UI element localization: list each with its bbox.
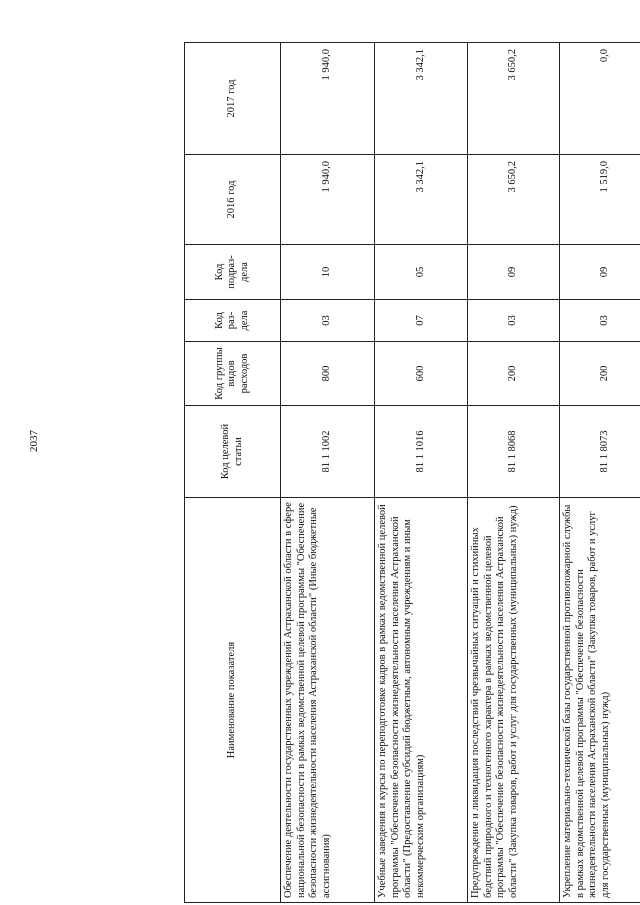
row-target-code: 81 1 8073 (560, 406, 640, 498)
row-expense-group-code: 600 (375, 342, 468, 406)
header-section-code: Код раз-дела (185, 300, 281, 342)
row-section-code: 03 (468, 300, 560, 342)
row-target-code: 81 1 1002 (281, 406, 375, 498)
table-row (375, 43, 468, 903)
header-year-2017: 2017 год (185, 43, 281, 155)
row-year-2017: 1 940,0 (281, 43, 375, 155)
row-name: Обеспечение деятельности государственных учреждений Астраханской области в сфере национальной безопасности в рамках ведомственной целевой программы "Обеспечение безопасности жизнедеятельности населения Астраханской области" (Иные бюджетные ассигнования) (281, 498, 375, 903)
row-year-2016: 3 342,1 (375, 155, 468, 245)
row-expense-group-code: 200 (560, 342, 640, 406)
header-subsection-code: Код подраз-дела (185, 245, 281, 300)
table-row (560, 43, 640, 903)
table-header-row (185, 43, 281, 903)
row-subsection-code: 05 (375, 245, 468, 300)
row-name: Укрепление материально-технической базы государственной противопожарной службы в рамках ведомственной целевой программы "Обеспечение безопасности жизнедеятельности населения Астраханской области" (Закупка товаров, работ и услуг для государственных (муниципальных) нужд) (560, 498, 640, 903)
row-year-2017: 3 650,2 (468, 43, 560, 155)
row-section-code: 07 (375, 300, 468, 342)
row-subsection-code: 10 (281, 245, 375, 300)
row-year-2016: 1 519,0 (560, 155, 640, 245)
row-expense-group-code: 200 (468, 342, 560, 406)
page-number: 2037 (28, 430, 40, 452)
row-year-2017: 0,0 (560, 43, 640, 155)
row-target-code: 81 1 1016 (375, 406, 468, 498)
table-row (468, 43, 560, 903)
row-section-code: 03 (560, 300, 640, 342)
budget-table (184, 42, 640, 903)
table-row (281, 43, 375, 903)
header-name: Наименование показателя (185, 498, 281, 903)
row-year-2016: 1 940,0 (281, 155, 375, 245)
row-subsection-code: 09 (468, 245, 560, 300)
row-year-2017: 3 342,1 (375, 43, 468, 155)
row-subsection-code: 09 (560, 245, 640, 300)
row-name: Учебные заведения и курсы по переподготовке кадров в рамках ведомственной целевой программы "Обеспечение безопасности жизнедеятельности населения Астраханской области" (Предоставление субсидий бюджетным, автономным учреждениям и иным некоммерческим организациям) (375, 498, 468, 903)
table-area (184, 43, 640, 903)
row-name: Предупреждение и ликвидация последствий чрезвычайных ситуаций и стихийных бедствий природного и техногенного характера в рамках ведомственной целевой программы "Обеспечение безопасности жизнедеятельности населения Астраханской области" (Закупка товаров, работ и услуг для государственных (муниципальных) нужд) (468, 498, 560, 903)
row-section-code: 03 (281, 300, 375, 342)
header-target-code: Код целевой статьи (185, 406, 281, 498)
row-expense-group-code: 800 (281, 342, 375, 406)
header-expense-group-code: Код группы видов расходов (185, 342, 281, 406)
row-target-code: 81 1 8068 (468, 406, 560, 498)
header-year-2016: 2016 год (185, 155, 281, 245)
row-year-2016: 3 650,2 (468, 155, 560, 245)
